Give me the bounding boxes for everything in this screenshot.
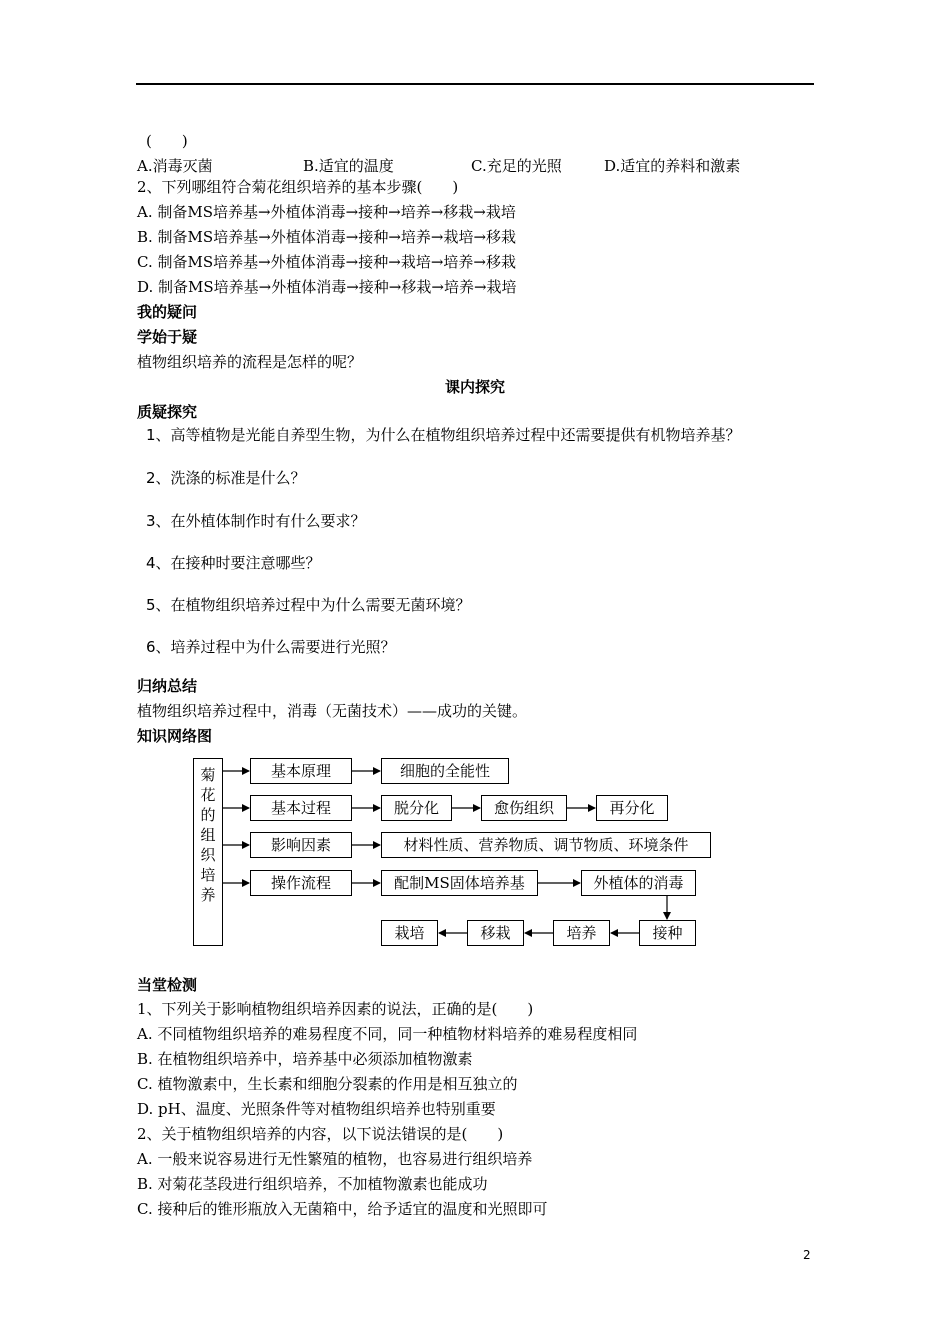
node-redifferentiation: 再分化 <box>596 795 668 821</box>
learn-heading: 学始于疑 <box>137 328 198 346</box>
class-explore-title: 课内探究 <box>444 378 505 396</box>
node-dedifferentiation: 脱分化 <box>381 795 452 821</box>
q1-option-d: D.适宜的养料和激素 <box>604 157 741 175</box>
q2-option-a: A. 制备MS培养基→外植体消毒→接种→培养→移栽→栽培 <box>137 203 516 221</box>
learn-text: 植物组织培养的流程是怎样的呢？ <box>137 353 363 371</box>
answer-paren: ( ) <box>146 132 188 150</box>
node-totipotency: 细胞的全能性 <box>381 758 509 784</box>
q1-option-a: A.消毒灭菌 <box>137 157 213 175</box>
q1-option-b: B.适宜的温度 <box>303 157 394 175</box>
node-culture: 培养 <box>553 920 610 946</box>
node-explant-disinfection: 外植体的消毒 <box>581 870 696 896</box>
inquiry-item: 1、高等植物是光能自养型生物，为什么在植物组织培养过程中还需要提供有机物培养基？ <box>146 426 741 444</box>
node-prepare-ms: 配制MS固体培养基 <box>381 870 538 896</box>
test-q2-option-b: B. 对菊花茎段进行组织培养，不加植物激素也能成功 <box>137 1175 488 1193</box>
node-factors: 影响因素 <box>250 832 352 858</box>
test-q2-option-a: A. 一般来说容易进行无性繁殖的植物，也容易进行组织培养 <box>137 1150 533 1168</box>
node-basic-process: 基本过程 <box>250 795 352 821</box>
test-heading: 当堂检测 <box>137 976 198 994</box>
q2-option-c: C. 制备MS培养基→外植体消毒→接种→栽培→培养→移栽 <box>137 253 516 271</box>
test-q2-stem: 2、关于植物组织培养的内容，以下说法错误的是( ) <box>137 1125 504 1143</box>
inquiry-item: 6、培养过程中为什么需要进行光照？ <box>146 638 396 656</box>
node-basic-principle: 基本原理 <box>250 758 352 784</box>
node-procedure: 操作流程 <box>250 870 352 896</box>
network-heading: 知识网络图 <box>137 727 213 745</box>
q2-option-d: D. 制备MS培养基→外植体消毒→接种→移栽→培养→栽培 <box>137 278 517 296</box>
inquiry-item: 2、洗涤的标准是什么？ <box>146 469 306 487</box>
node-transplant: 移栽 <box>467 920 524 946</box>
my-questions-heading: 我的疑问 <box>137 303 198 321</box>
summary-text: 植物组织培养过程中，消毒（无菌技术）——成功的关键。 <box>137 702 528 720</box>
test-q1-option-b: B. 在植物组织培养中，培养基中必须添加植物激素 <box>137 1050 473 1068</box>
inquiry-item: 3、在外植体制作时有什么要求？ <box>146 512 366 530</box>
inquiry-item: 4、在接种时要注意哪些？ <box>146 554 321 572</box>
test-q2-option-c: C. 接种后的锥形瓶放入无菌箱中，给予适宜的温度和光照即可 <box>137 1200 548 1218</box>
test-q1-stem: 1、下列关于影响植物组织培养因素的说法，正确的是( ) <box>137 1000 534 1018</box>
node-inoculation: 接种 <box>639 920 696 946</box>
node-callus: 愈伤组织 <box>481 795 567 821</box>
node-cultivation: 栽培 <box>381 920 438 946</box>
summary-heading: 归纳总结 <box>137 677 198 695</box>
test-q1-option-a: A. 不同植物组织培养的难易程度不同，同一种植物材料培养的难易程度相同 <box>137 1025 638 1043</box>
inquiry-heading: 质疑探究 <box>137 403 198 421</box>
q2-option-b: B. 制备MS培养基→外植体消毒→接种→培养→栽培→移栽 <box>137 228 517 246</box>
test-q1-option-c: C. 植物激素中，生长素和细胞分裂素的作用是相互独立的 <box>137 1075 518 1093</box>
q1-option-c: C.充足的光照 <box>471 157 562 175</box>
inquiry-item: 5、在植物组织培养过程中为什么需要无菌环境？ <box>146 596 471 614</box>
test-q1-option-d: D. pH、温度、光照条件等对植物组织培养也特别重要 <box>137 1100 496 1118</box>
node-factor-list: 材料性质、营养物质、调节物质、环境条件 <box>381 832 711 858</box>
page-number: 2 <box>803 1248 811 1262</box>
diagram-root-box: 菊花的组织培养 <box>193 758 223 946</box>
q2-stem: 2、下列哪组符合菊花组织培养的基本步骤( ) <box>137 178 459 196</box>
